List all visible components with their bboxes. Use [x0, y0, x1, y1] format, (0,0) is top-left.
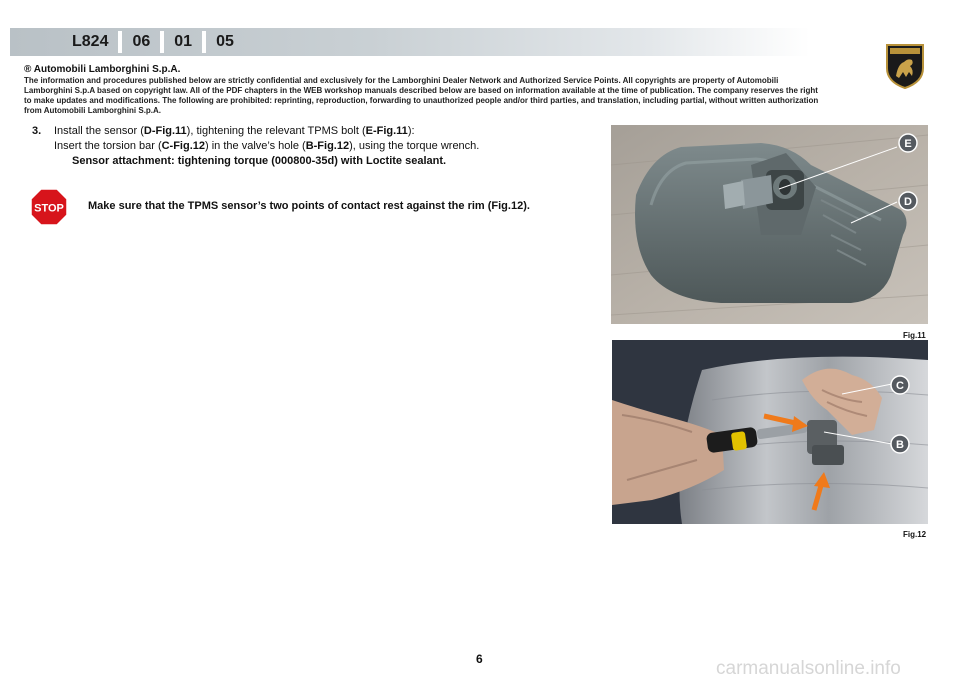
watermark: carmanualsonline.info	[716, 658, 901, 679]
code-separator	[202, 31, 206, 53]
ref-d-fig11: D-Fig.11	[143, 125, 187, 137]
page-number: 6	[476, 652, 483, 666]
copyright-notice	[24, 64, 824, 116]
torque-spec: Sensor attachment: tightening torque (000800-35d) with Loctite sealant.	[72, 155, 447, 167]
code-subgroup-number: 01	[174, 33, 193, 50]
copyright-text: The information and procedures published below are strictly confidential and exclusively for the Lamborghini Dealer Network and Authorized Service Points. All copyrights are property of Automobili Lamborghini S.p.A based on copyright law. All of the PDF chapters in the WEB workshop manuals described below are based on information available at the time of publication. The company reserves the right to make updates and modifications. The following are prohibited: reprinting, reproduction, forwarding to unauthorized people and/or third parties, and translation, including partial, without written authorization from Automobili Lamborghini S.p.A.	[24, 76, 819, 115]
step-number: 3.	[32, 125, 42, 137]
stop-sign-label: STOP	[34, 202, 64, 215]
warning-text: Make sure that the TPMS sensor’s two points of contact rest against the rim (Fig.12).	[88, 200, 530, 212]
code-group-number: 06	[132, 33, 151, 50]
code-separator	[160, 31, 164, 53]
copyright-company: ® Automobili Lamborghini S.p.A.	[24, 64, 181, 75]
ref-b-fig12: B-Fig.12	[305, 140, 350, 152]
callout-c: C	[896, 380, 904, 392]
fig-12-torque-wrench-photo	[612, 340, 928, 524]
code-separator	[118, 31, 122, 53]
stop-sign-icon	[30, 188, 68, 226]
step-line-2: Insert the torsion bar (C-Fig.12) in the valve’s hole (B-Fig.12), using the torque wrench.	[54, 140, 480, 152]
ref-c-fig12: C-Fig.12	[161, 140, 206, 152]
fig-11-caption: Fig.11	[903, 331, 926, 340]
fig-11-tpms-sensor-photo	[611, 125, 928, 324]
code-model: L824	[72, 33, 109, 50]
document-code	[66, 30, 240, 54]
ref-e-fig11: E-Fig.11	[365, 125, 408, 137]
code-section-number: 05	[216, 33, 234, 50]
step-3-instructions	[32, 124, 602, 169]
step-line-1: 3. Install the sensor (D-Fig.11), tightening the relevant TPMS bolt (E-Fig.11):	[32, 125, 415, 137]
fig-12-caption: Fig.12	[903, 530, 927, 539]
callout-d: D	[904, 196, 912, 208]
callout-e: E	[904, 138, 912, 150]
lamborghini-logo	[884, 42, 926, 90]
callout-b: B	[896, 439, 904, 451]
